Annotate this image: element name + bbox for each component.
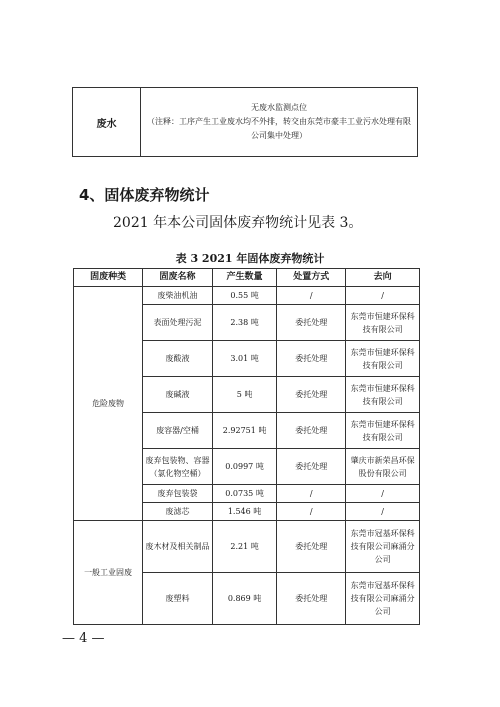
- section-title: 4、固体废弃物统计: [79, 186, 210, 204]
- amount-cell: 2.38 吨: [212, 305, 276, 341]
- category-cell: 一般工业固废: [74, 521, 143, 625]
- intro-paragraph: 2021 年本公司固体废弃物统计见表 3。: [113, 215, 363, 231]
- method-cell: 委托处理: [277, 377, 346, 413]
- destination-cell: 东莞市冠基环保科技有限公司麻涌分公司: [346, 521, 420, 573]
- method-cell: 委托处理: [277, 341, 346, 377]
- wastewater-note-line3: 公司集中处理）: [251, 131, 307, 140]
- waste-name-cell: 废塑料: [143, 573, 213, 625]
- amount-cell: 2.21 吨: [212, 521, 276, 573]
- waste-name-cell: 表面处理污泥: [143, 305, 213, 341]
- amount-cell: 3.01 吨: [212, 341, 276, 377]
- wastewater-table: [72, 87, 418, 157]
- destination-cell: /: [346, 503, 420, 521]
- page-number: — 4 —: [62, 631, 105, 646]
- header-name: 固废名称: [143, 269, 213, 287]
- amount-cell: 5 吨: [212, 377, 276, 413]
- table-title: 表 3 2021 年固体废弃物统计: [175, 252, 325, 265]
- destination-cell: 东莞市恒建环保科技有限公司: [346, 377, 420, 413]
- category-cell: 危险废物: [74, 287, 143, 521]
- amount-cell: 2.92751 吨: [212, 413, 276, 449]
- table-row: [74, 521, 420, 573]
- destination-cell: /: [346, 485, 420, 503]
- method-cell: 委托处理: [277, 413, 346, 449]
- wastewater-label: 废水: [73, 88, 141, 157]
- method-cell: 委托处理: [277, 521, 346, 573]
- amount-cell: 1.546 吨: [212, 503, 276, 521]
- destination-cell: 肇庆市新荣昌环保股份有限公司: [346, 449, 420, 485]
- method-cell: 委托处理: [277, 305, 346, 341]
- header-category: 固废种类: [74, 269, 143, 287]
- wastewater-note-line2: （注释：工序产生工业废水均不外排，转交由东莞市豪丰工业污水处理有限: [147, 117, 411, 126]
- method-cell: /: [277, 485, 346, 503]
- waste-name-cell: 废滤芯: [143, 503, 213, 521]
- waste-name-cell: 废碱液: [143, 377, 213, 413]
- waste-name-cell: 废弃包装袋: [143, 485, 213, 503]
- waste-name-cell: 废弃包装物、容器（氯化物空桶）: [143, 449, 213, 485]
- amount-cell: 0.0735 吨: [212, 485, 276, 503]
- header-destination: 去向: [346, 269, 420, 287]
- method-cell: 委托处理: [277, 573, 346, 625]
- waste-name-cell: 废酸液: [143, 341, 213, 377]
- destination-cell: 东莞市冠基环保科技有限公司麻涌分公司: [346, 573, 420, 625]
- amount-cell: 0.869 吨: [212, 573, 276, 625]
- solid-waste-table: [73, 268, 420, 625]
- amount-cell: 0.0997 吨: [212, 449, 276, 485]
- destination-cell: 东莞市恒建环保科技有限公司: [346, 341, 420, 377]
- header-method: 处置方式: [277, 269, 346, 287]
- table-header-row: [74, 269, 420, 287]
- waste-name-cell: 废木材及相关制品: [143, 521, 213, 573]
- destination-cell: /: [346, 287, 420, 305]
- table-row: [74, 287, 420, 305]
- header-amount: 产生数量: [212, 269, 276, 287]
- waste-name-cell: 废柴油机油: [143, 287, 213, 305]
- amount-cell: 0.55 吨: [212, 287, 276, 305]
- method-cell: /: [277, 503, 346, 521]
- wastewater-note-line1: 无废水监测点位: [251, 103, 307, 112]
- waste-name-cell: 废容器/空桶: [143, 413, 213, 449]
- method-cell: 委托处理: [277, 449, 346, 485]
- destination-cell: 东莞市恒建环保科技有限公司: [346, 305, 420, 341]
- destination-cell: 东莞市恒建环保科技有限公司: [346, 413, 420, 449]
- wastewater-note: [141, 88, 418, 157]
- method-cell: /: [277, 287, 346, 305]
